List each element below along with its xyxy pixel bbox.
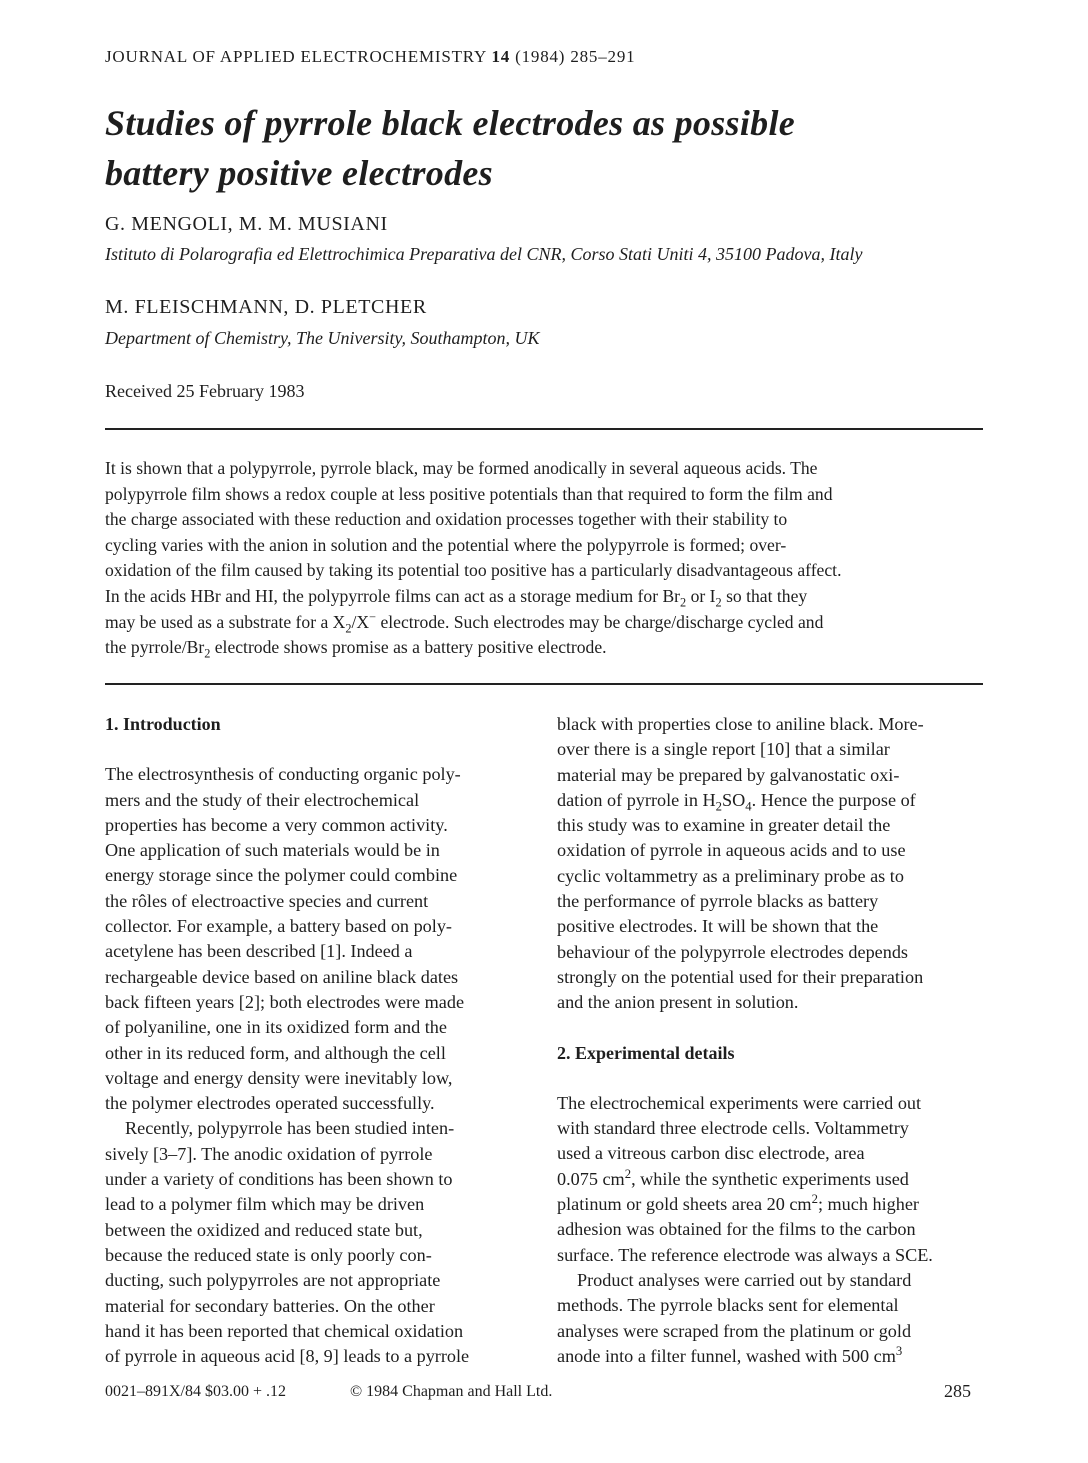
paragraph: The electrochemical experiments were carried out with standard three electrode cells. Voltammetry used a vitreous carbon disc electrode, area 0.075 $cm^2$, while the synthetic experiments used platinum or gold sheets area 20 $cm^2$; much higher adhesion was obtained for the films to the carbon surface. The reference electrode was always a SCE. [557,1092,933,1265]
authors-group-1: G. MENGOLI, M. M. MUSIANI [105,213,388,235]
page-number: 285 [944,1381,971,1401]
received-date: Received 25 February 1983 [105,381,305,401]
section-heading-introduction: 1. Introduction [105,714,221,734]
affiliation-2: Department of Chemistry, The University, Southampton, UK [105,328,540,348]
footer-code: 0021–891X/84 $03.00 + .12 [105,1383,287,1400]
column-right [557,712,987,1369]
article-title: Studies of pyrrole black electrodes as possible battery positive electrodes [105,103,796,193]
paragraph: Product analyses were carried out by standard methods. The pyrrole blacks sent for elemental analyses were scraped from the platinum or gold anode into a filter funnel, washed with 500 $cm^3$ [557,1269,912,1366]
bottom-rule [105,683,983,685]
section-heading-experimental: 2. Experimental details [557,1042,735,1063]
paragraph: The electrosynthesis of conducting organic poly- mers and the study of their electrochemical properties has become a very common activity. One application of such materials would be in energy storage since the polymer could combine the rôles of electroactive species and current collector. For example, a battery based on poly- acetylene has been described [1]. Indeed a rechargeable device based on aniline black dates back fifteen years [2]; both electrodes were made of polyaniline, one in its oxidized form and the other in its reduced form, and although the cell voltage and energy density were inevitably low, the polymer electrodes operated successfully. [105,764,465,1114]
top-rule [105,428,983,430]
authors-group-2: M. FLEISCHMANN, D. PLETCHER [105,296,427,318]
footer-copyright: © 1984 Chapman and Hall Ltd. [350,1383,553,1400]
volume-number: 14 [491,47,511,66]
abstract: It is shown that a polypyrrole, pyrrole black, may be formed anodically in several aqueous acids. The polypyrrole film shows a redox couple at less positive potentials than that required to form the film and the charge associated with these reduction and oxidation processes together with their stability to cycling varies with the anion in solution and the potential where the polypyrrole is formed; over- oxidation of the film caused by taking its potential too positive has a particularly disadvantageous affect. In the acids HBr and HI, the polypyrrole films can act as a storage medium for $Br_2$ or $I_2$ so that they may be used as a substrate for a $X_2/X^-$ electrode. Such electrodes may be charge/discharge cycled and the pyrrole/$Br_2$ electrode shows promise as a battery positive electrode. [105,458,842,661]
affiliation-1: Istituto di Polarografia ed Elettrochimica Preparativa del CNR, Corso Stati Uniti 4, 35100 Padova, Italy [105,244,863,264]
paragraph: Recently, polypyrrole has been studied inten- sively [3–7]. The anodic oxidation of pyrrole under a variety of conditions has been shown to lead to a polymer film which may be driven between the oxidized and reduced state but, because the reduced state is only poorly con- ducting, such polypyrroles are not appropriate material for secondary batteries. On the other hand it has been reported that chemical oxidation of pyrrole in aqueous acid [8, 9] leads to a pyrrole [105,1118,470,1367]
journal-header: JOURNAL OF APPLIED ELECTROCHEMISTRY 14 (1984) 285–291 [105,47,636,66]
column-left [105,712,535,1369]
paragraph: black with properties close to aniline black. More- over there is a single report [10] that a similar material may be prepared by galvanostatic oxi- dation of pyrrole in $H_2SO_4$. Hence the purpose of this study was to examine in greater detail the oxidation of pyrrole in aqueous acids and to use cyclic voltammetry as a preliminary probe as to the performance of pyrrole blacks as battery positive electrodes. It will be shown that the behaviour of the polypyrrole electrodes depends strongly on the potential used for their preparation and the anion present in solution. [557,714,924,1013]
